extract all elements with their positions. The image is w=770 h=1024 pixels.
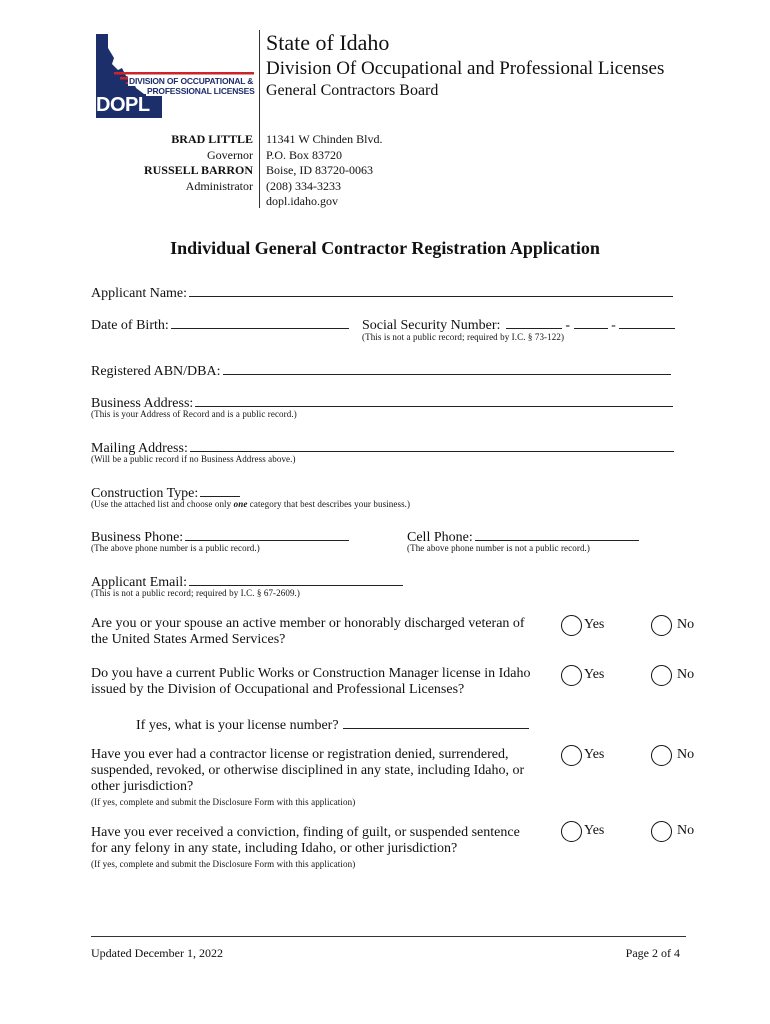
applicant-name-label: Applicant Name: — [91, 286, 188, 301]
discipline-yes-option[interactable] — [561, 745, 604, 766]
question-license-line2: issued by the Division of Occupational and Professional Licenses? — [91, 682, 465, 697]
ssn-field-1[interactable] — [506, 314, 562, 329]
business-phone-field[interactable] — [185, 526, 349, 541]
question-felony-line1: Have you ever received a conviction, finding of guilt, or suspended sentence — [91, 825, 520, 840]
address-street: 11341 W Chinden Blvd. — [266, 132, 383, 146]
business-address-label: Business Address: — [91, 396, 194, 411]
license-no-option[interactable] — [651, 665, 694, 686]
logo-acronym: DOPL — [96, 94, 150, 116]
administrator-title: Administrator — [185, 178, 253, 193]
discipline-no-option[interactable] — [651, 745, 694, 766]
ssn-field-2[interactable] — [574, 314, 608, 329]
applicant-name-row — [91, 282, 673, 302]
license-yes-label: Yes — [584, 666, 605, 682]
dopl-logo — [92, 32, 254, 120]
discipline-no-radio[interactable] — [651, 745, 672, 766]
dob-field[interactable] — [171, 314, 349, 329]
logo-text-line1: DIVISION OF OCCUPATIONAL & — [129, 76, 254, 86]
veteran-no-radio[interactable] — [651, 615, 672, 636]
license-number-label: If yes, what is your license number? — [136, 718, 339, 733]
cell-phone-field[interactable] — [475, 526, 639, 541]
construction-type-note — [91, 499, 410, 509]
construction-note-post: category that best describes your business.) — [247, 499, 411, 509]
administrator-name: RUSSELL BARRON — [143, 163, 253, 177]
address-city: Boise, ID 83720-0063 — [266, 163, 373, 177]
felony-no-radio[interactable] — [651, 821, 672, 842]
question-felony-note: (If yes, complete and submit the Disclosure Form with this application) — [91, 859, 356, 869]
question-veteran — [91, 616, 551, 648]
footer-page: Page 2 of 4 — [625, 946, 680, 960]
license-yes-option[interactable] — [561, 665, 604, 686]
construction-note-pre: (Use the attached list and choose only — [91, 499, 234, 509]
business-address-field[interactable] — [195, 392, 673, 407]
felony-no-option[interactable] — [651, 821, 694, 842]
question-felony — [91, 825, 551, 871]
license-no-radio[interactable] — [651, 665, 672, 686]
officials-block — [144, 132, 253, 194]
veteran-yes-radio[interactable] — [561, 615, 582, 636]
logo-text-line2: PROFESSIONAL LICENSES — [147, 86, 255, 96]
abn-row — [91, 360, 671, 380]
address-website: dopl.idaho.gov — [266, 194, 338, 208]
license-number-field[interactable] — [343, 714, 529, 729]
form-title: Individual General Contractor Registration Application — [170, 238, 600, 258]
veteran-no-label: No — [677, 616, 695, 632]
ssn-label: Social Security Number: — [362, 318, 501, 333]
discipline-yes-label: Yes — [584, 746, 605, 762]
address-phone: (208) 334-3233 — [266, 178, 341, 193]
cell-phone-label: Cell Phone: — [407, 530, 473, 545]
question-veteran-line1: Are you or your spouse an active member or honorably discharged veteran of — [91, 616, 525, 631]
question-discipline-line1: Have you ever had a contractor license or registration denied, surrendered, — [91, 747, 509, 762]
governor-title: Governor — [207, 147, 253, 162]
footer-updated: Updated December 1, 2022 — [91, 946, 223, 960]
license-number-row — [136, 714, 529, 734]
construction-note-emphasis: one — [233, 499, 248, 509]
mailing-address-label: Mailing Address: — [91, 441, 188, 456]
question-felony-line2: for any felony in any state, including Idaho, or other jurisdiction? — [91, 841, 458, 856]
header-divider — [259, 30, 260, 208]
question-veteran-line2: the United States Armed Services? — [91, 632, 286, 647]
abn-field[interactable] — [223, 360, 671, 375]
felony-no-label: No — [677, 822, 695, 838]
business-phone-label: Business Phone: — [91, 530, 184, 545]
cell-phone-note: (The above phone number is not a public record.) — [407, 543, 590, 553]
email-field[interactable] — [189, 571, 403, 586]
discipline-no-label: No — [677, 746, 695, 762]
ssn-note: (This is not a public record; required by I.C. § 73-122) — [362, 332, 565, 342]
question-discipline-note: (If yes, complete and submit the Disclosure Form with this application) — [91, 797, 356, 807]
ssn-field-3[interactable] — [619, 314, 675, 329]
question-license — [91, 666, 551, 698]
felony-yes-label: Yes — [584, 822, 605, 838]
governor-name: BRAD LITTLE — [171, 132, 253, 146]
felony-yes-radio[interactable] — [561, 821, 582, 842]
license-no-label: No — [677, 666, 695, 682]
email-label: Applicant Email: — [91, 575, 188, 590]
construction-type-label: Construction Type: — [91, 486, 199, 501]
applicant-name-field[interactable] — [189, 282, 673, 297]
footer-rule — [91, 936, 686, 937]
email-note: (This is not a public record; required by I.C. § 67-2609.) — [91, 588, 301, 598]
dob-label: Date of Birth: — [91, 318, 169, 333]
discipline-yes-radio[interactable] — [561, 745, 582, 766]
mailing-address-field[interactable] — [190, 437, 674, 452]
header-state: State of Idaho — [266, 30, 390, 55]
ssn-row: Social Security Number: - - — [362, 314, 675, 334]
question-discipline-line2: suspended, revoked, or otherwise disciplined in any state, including Idaho, or — [91, 763, 525, 778]
veteran-yes-option[interactable] — [561, 615, 604, 636]
question-discipline-line3: other jurisdiction? — [91, 779, 194, 794]
question-license-line1: Do you have a current Public Works or Construction Manager license in Idaho — [91, 666, 531, 681]
license-yes-radio[interactable] — [561, 665, 582, 686]
header-division: Division Of Occupational and Professional Licenses — [266, 58, 665, 79]
construction-type-field[interactable] — [200, 482, 240, 497]
veteran-no-option[interactable] — [651, 615, 694, 636]
mailing-address-note: (Will be a public record if no Business Address above.) — [91, 454, 296, 464]
abn-label: Registered ABN/DBA: — [91, 364, 221, 379]
header-board: General Contractors Board — [266, 82, 439, 99]
dob-row — [91, 314, 349, 334]
address-block — [266, 132, 382, 210]
veteran-yes-label: Yes — [584, 616, 605, 632]
question-discipline — [91, 747, 551, 809]
business-phone-note: (The above phone number is a public record.) — [91, 543, 260, 553]
address-pobox: P.O. Box 83720 — [266, 147, 343, 162]
business-address-note: (This is your Address of Record and is a public record.) — [91, 409, 297, 419]
felony-yes-option[interactable] — [561, 821, 604, 842]
